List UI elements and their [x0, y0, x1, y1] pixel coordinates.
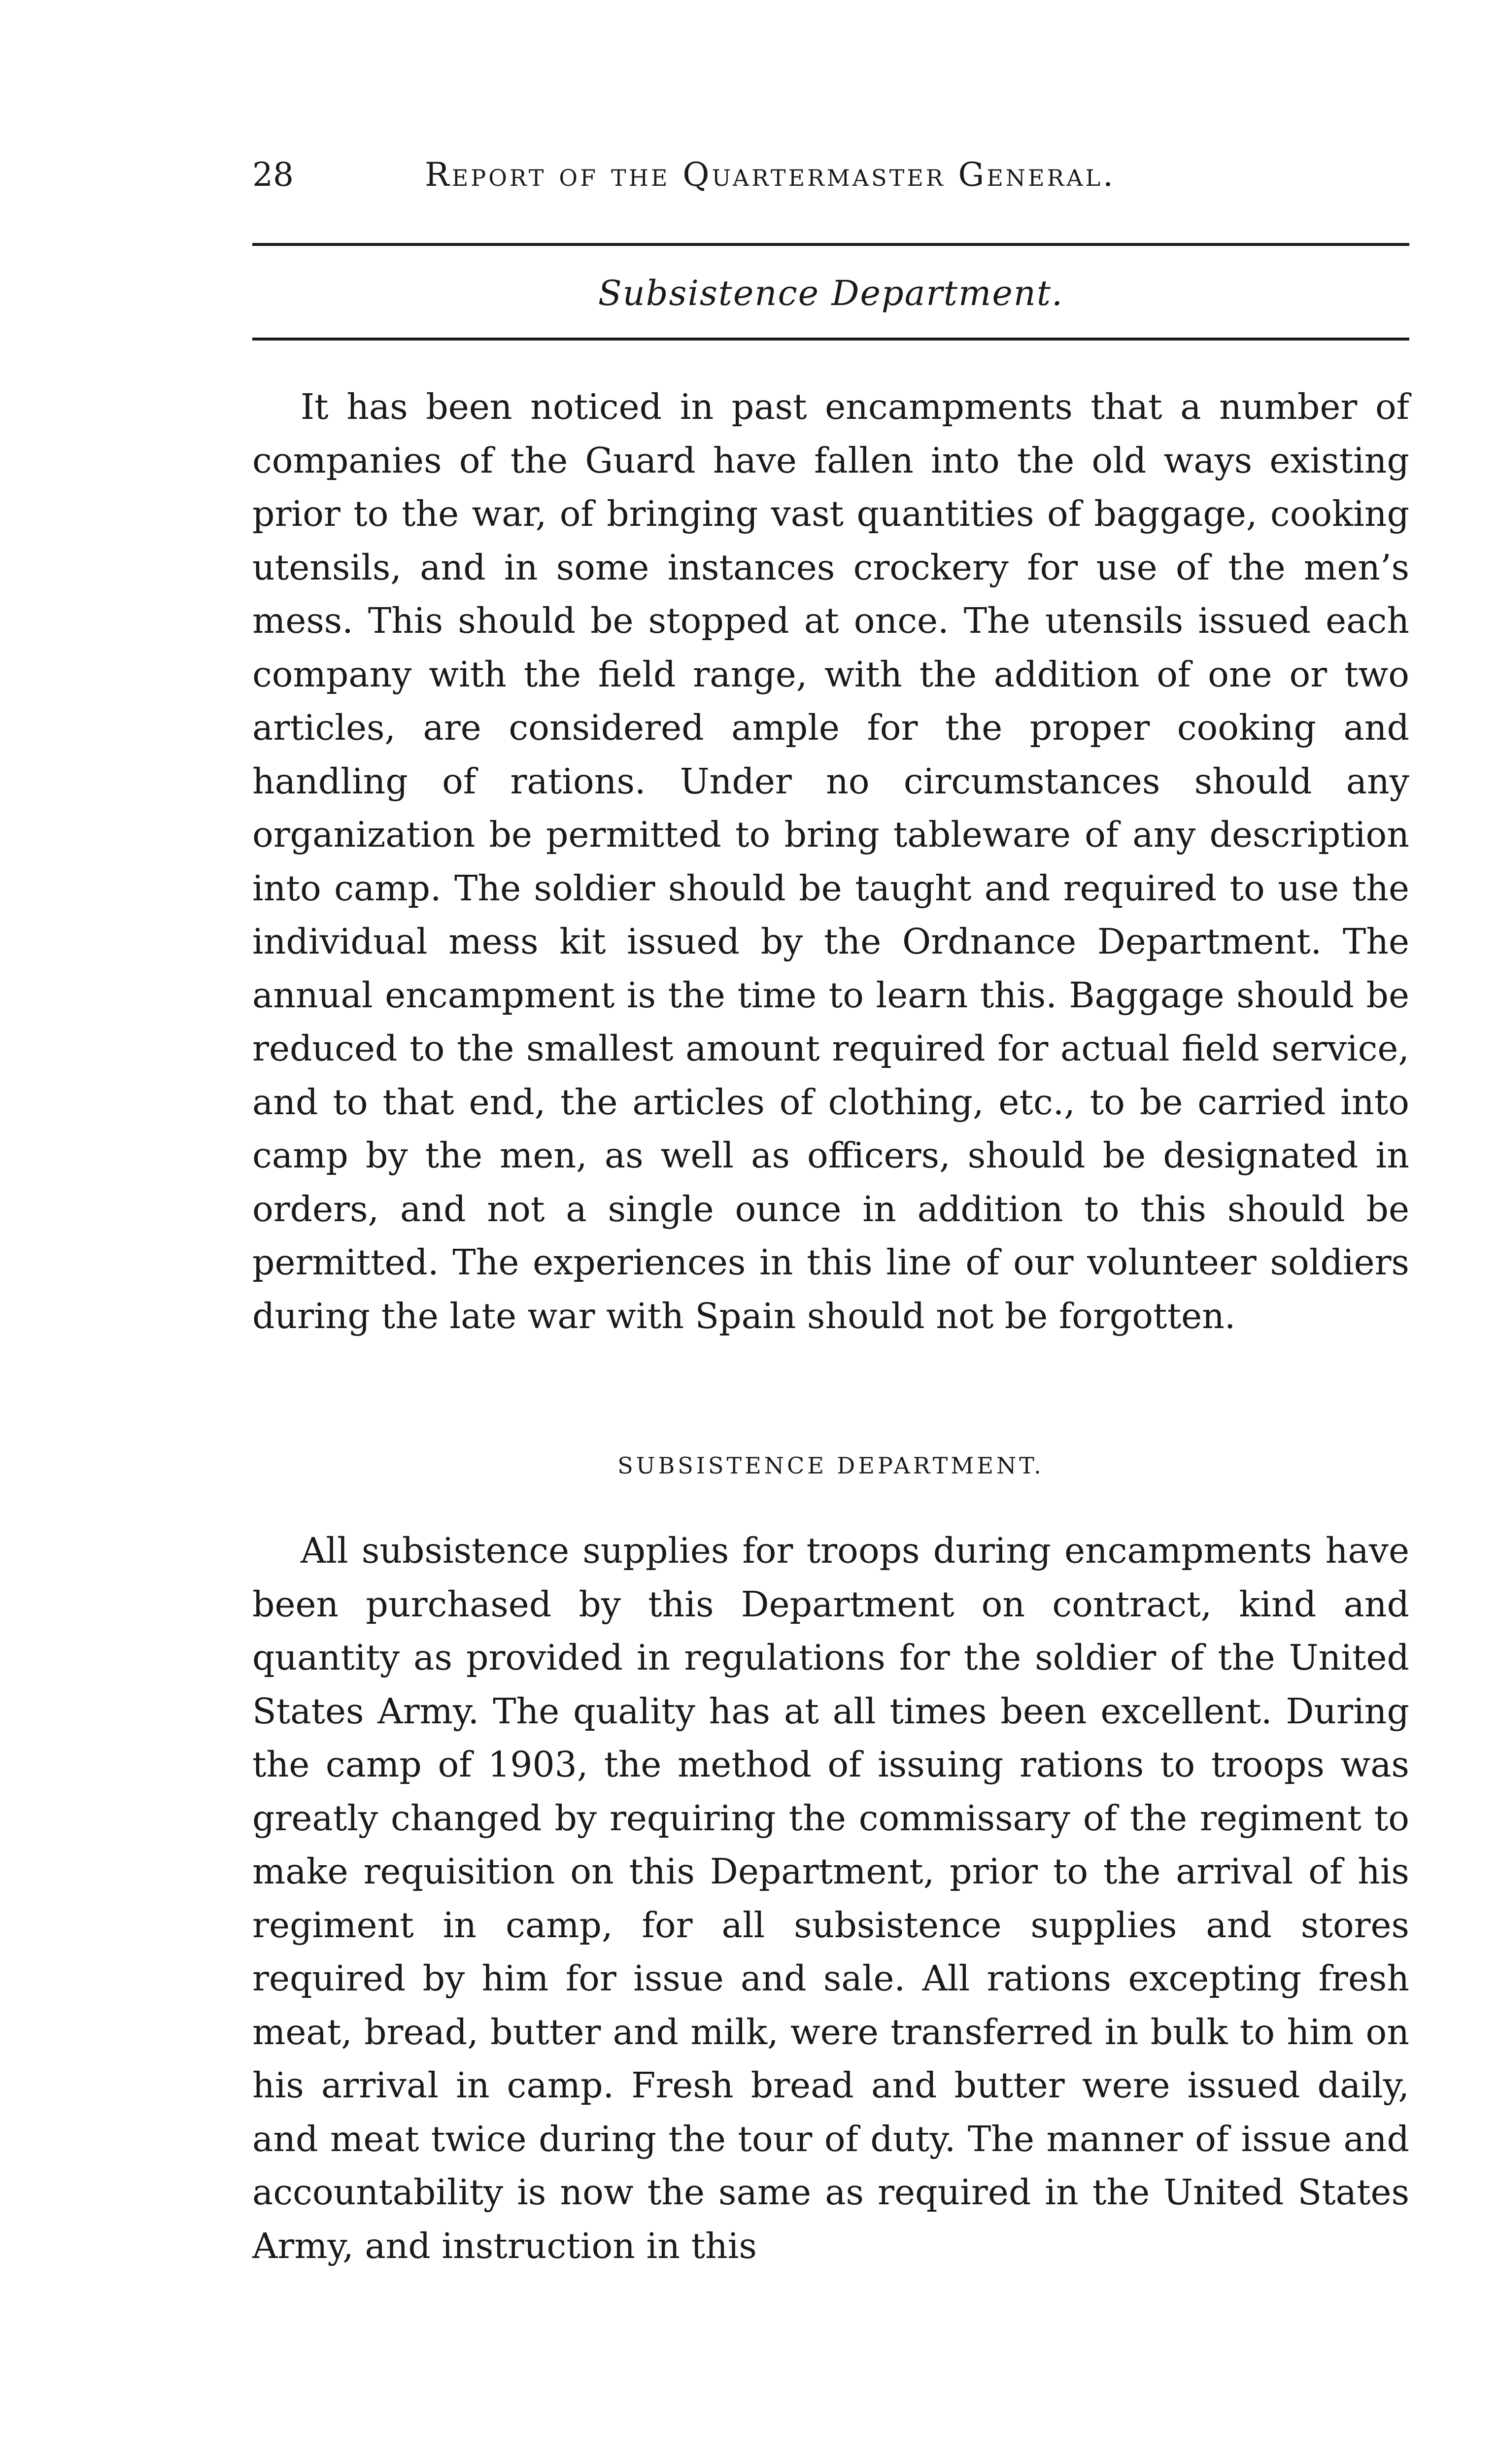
- paragraph-encampment-baggage: It has been noticed in past encampments that a number of companies of the Guard have fallen into the old ways existing prior to the war, of bringing vast quantities of baggage, cooking utensils, and in some instances crockery for use of the men’s mess. This should be stopped at once. The utensils issued each company with the field range, with the addition of one or two articles, are considered ample for the proper cooking and handling of rations. Under no circumstances should any organization be permitted to bring tableware of any description into camp. The soldier should be taught and required to use the individual mess kit issued by the Ordnance Department. The annual encampment is the time to learn this. Baggage should be reduced to the smallest amount required for actual field service, and to that end, the articles of clothing, etc., to be carried into camp by the men, as well as officers, should be designated in orders, and not a single ounce in addition to this should be permitted. The experiences in this line of our volunteer soldiers during the late war with Spain should not be forgotten.: [252, 386, 1409, 1336]
- page-number: 28: [252, 156, 294, 194]
- paragraph-subsistence-supplies: All subsistence supplies for troops during encampments have been purchased by this Department on contract, kind and quantity as provided in regulations for the soldier of the United States Army. The quality has at all times been excellent. During the camp of 1903, the method of issuing rations to troops was greatly changed by requiring the commissary of the regiment to make requisition on this Department, prior to the arrival of his regiment in camp, for all subsistence supplies and stores required by him for issue and sale. All rations excepting fresh meat, bread, butter and milk, were transferred in bulk to him on his arrival in camp. Fresh bread and butter were issued daily, and meat twice during the tour of duty. The manner of issue and accountability is now the same as required in the United States Army, and instruction in this: [252, 1530, 1409, 2266]
- bottom-rule: [252, 338, 1409, 341]
- running-title: Report of the Quartermaster General.: [425, 156, 1116, 194]
- section-title: Subsistence Department.: [598, 273, 1064, 313]
- top-rule: [252, 243, 1409, 246]
- subheading-subsistence-department: SUBSISTENCE DEPARTMENT.: [617, 1452, 1044, 1479]
- page-header: [252, 148, 1409, 202]
